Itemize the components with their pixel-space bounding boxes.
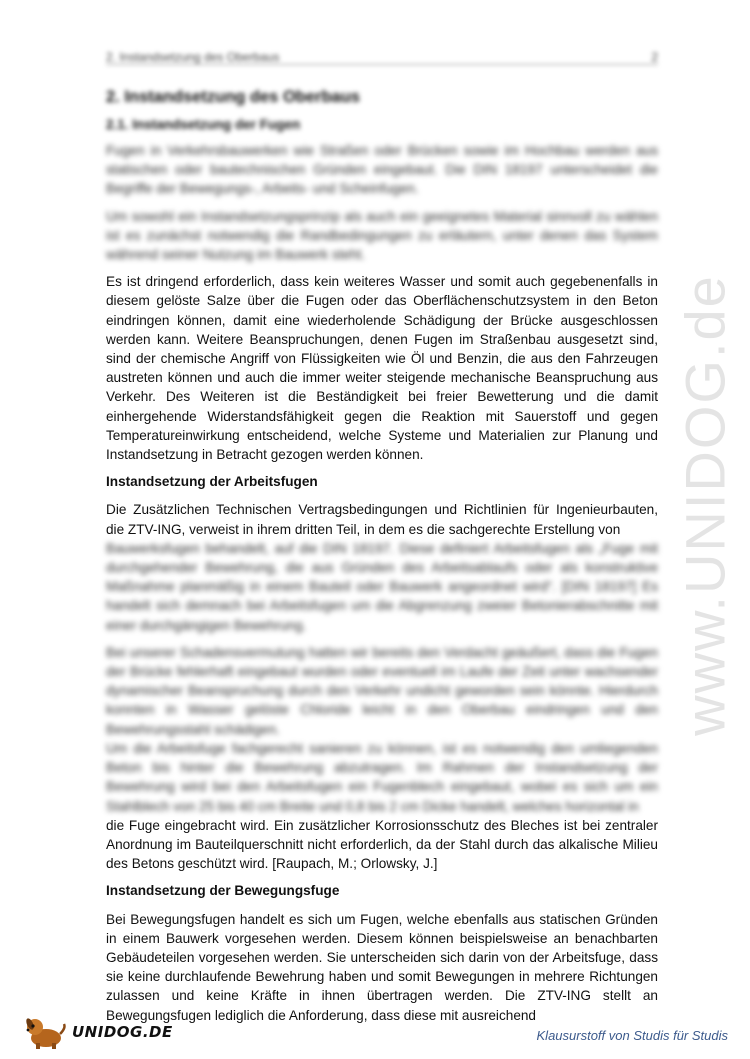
paragraph-damage-blurred: Bei unserer Schadensvermutung hatten wir bereits den Verdacht geäußert, dass die Fugen der Brücke fehlerhaft eingebaut wurden oder eventuell im Laufe der Zeit unter wachsender dynamischer Beanspruchung durch den Verkehr undicht geworden sein könnte. Hierdurch konnten in Wasser gelöste Chloride leicht in den Oberbau eindringen und den Bewehrungsstahl schädigen. <box>106 644 658 737</box>
unidog-logo[interactable] <box>22 1014 173 1050</box>
paragraph-conditions-blurred: Um sowohl ein Instandsetzungsprinzip als auch ein geeignetes Material sinnvoll zu wählen ist es zunächst notwendig die Randbedingungen zu erläutern, unter denen das System während seiner Nutzung im Bauwerk steht. <box>106 208 658 263</box>
running-header-title: 2. Instandsetzung des Oberbaus <box>106 50 280 64</box>
running-header <box>106 42 658 65</box>
dog-icon <box>22 1014 68 1050</box>
paragraph-ztv-ing: Die Zusätzlichen Technischen Vertragsbedingungen und Richtlinien für Ingenieurbauten, die ZTV-ING, verweist in ihrem dritten Teil, in dem es die sachgerechte Erstellung von <box>106 502 658 537</box>
paragraph-intro-blurred: Fugen in Verkehrsbauwerken wie Straßen oder Brücken sowie im Hochbau werden aus statischen oder bautechnischen Gründen eingebaut. Die DIN 18197 unterscheidet die Begriffe der Bewegungs-, Arbeits- und Scheinfugen. <box>106 143 658 197</box>
logo-text: UNIDOG.DE <box>72 1023 173 1041</box>
subheading-bewegungsfuge: Instandsetzung der Bewegungsfuge <box>106 883 340 899</box>
section-heading: 2. Instandsetzung des Oberbaus <box>106 88 360 106</box>
footer-tagline: Klausurstoff von Studis für Studis <box>536 1028 728 1043</box>
page-content <box>106 88 658 1033</box>
subsection-heading: 2.1. Instandsetzung der Fugen <box>106 117 301 132</box>
paragraph-corrosion: die Fuge eingebracht wird. Ein zusätzlicher Korrosionsschutz des Bleches ist bei zentraler Anordnung im Bauteilquerschnitt nicht erforderlich, da der Stahl durch das alkalische Milieu des Betons geschützt wird. [Raupach, M.; Orlowsky, J.] <box>106 817 658 872</box>
watermark <box>660 270 750 740</box>
subheading-arbeitsfugen: Instandsetzung der Arbeitsfugen <box>106 474 318 490</box>
paragraph-requirements: Es ist dringend erforderlich, dass kein weiteres Wasser und somit auch gegebenenfalls in diesem gelöste Salze über die Fugen oder das Oberflächenschutzsystem in den Beton eindringen können, damit eine wiederholende Schädigung der Brücke ausgeschlossen werden kann. Weitere Beanspruchungen, denen Fugen im Straßenbau ausgesetzt sind, sind der chemische Angriff von Flüssigkeiten wie Öl und Benzin, die aus den Fahrzeugen austreten können und auch die immer weiter steigende mechanische Beanspruchung aus Verkehr. Des Weiteren ist die Beständigkeit bei freier Bewetterung und die damit einhergehende Widerstandsfähigkeit gegen die Reaktion mit Sauerstoff und gegen Temperatureinwirkung entscheidend, welche Systeme und Materialien zur Planung und Instandsetzung in Betracht gezogen werden können. <box>106 274 658 463</box>
watermark-text: www.UNIDOG.de <box>673 274 737 736</box>
paragraph-repair-blurred: Um die Arbeitsfuge fachgerecht sanieren zu können, ist es notwendig den umliegenden Beton bis hinter die Bewehrung abzutragen. Im Rahmen der Instandsetzung der Bewehrung wird bei den Arbeitsfugen ein Fugenblech eingebaut, wobei es sich um ein Stahlblech von 25 bis 40 cm Breite und 0,8 bis 2 cm Dicke handelt, welches horizontal in <box>106 740 658 814</box>
paragraph-bewegungsfugen: Bei Bewegungsfugen handelt es sich um Fugen, welche ebenfalls aus statischen Gründen in einem Bauwerk vorgesehen werden. Diesem können beispielsweise an benachbarten Gebäudeteilen vorgesehen werden. Sie unterscheiden sich darin von der Arbeitsfuge, dass sie keine durchlaufende Bewehrung haben und somit Bewegungen in mehrere Richtungen zulassen und keine Kräfte in ihnen übertragen werden. Die ZTV-ING stellt an Bewegungsfugen lediglich die Anforderung, dass diese mit ausreichend <box>106 911 658 1023</box>
paragraph-din-definition-blurred: Bauwerksfugen behandelt, auf die DIN 18197. Diese definiert Arbeitsfugen als „Fuge mit durchgehender Bewehrung, die aus Gründen des Arbeitsablaufs oder als konstruktive Maßnahme planmäßig in einem Bauteil oder Bauwerk angeordnet wird“. [DIN 18197] Es handelt sich demnach bei Arbeitsfugen um die Abgrenzung zweier Betonierabschnitte mit einer durchgängigen Bewehrung. <box>106 540 658 633</box>
page-number: 2 <box>651 50 658 64</box>
